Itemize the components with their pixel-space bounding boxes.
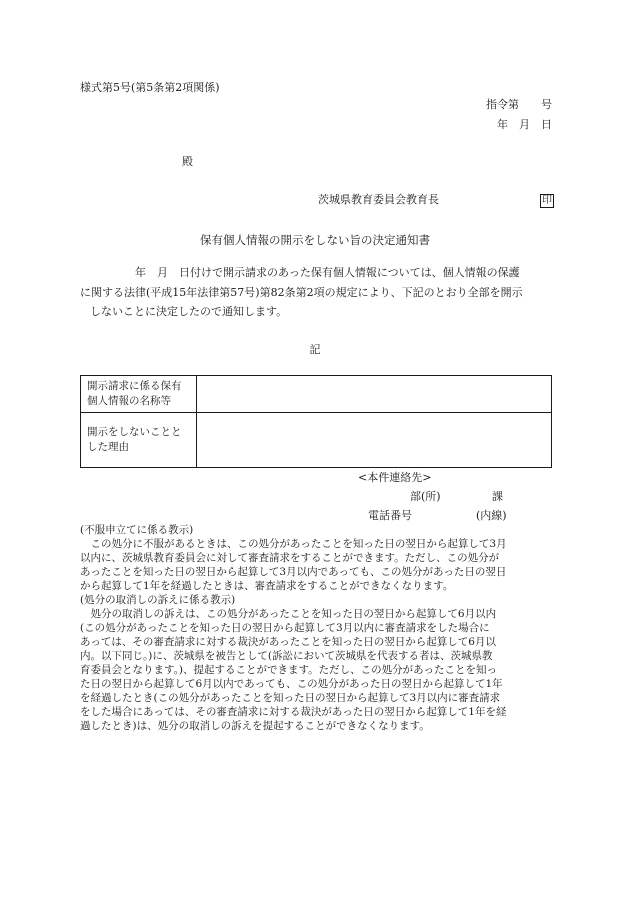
label-line: した理由 [87, 441, 129, 453]
label-line: 開示をしないことと [87, 426, 182, 438]
body-line-1: 年 月 日付けで開示請求のあった保有個人情報については、個人情報の保護 [135, 266, 520, 279]
addressee-suffix: 殿 [182, 155, 193, 168]
contact-department: 部(所) [410, 490, 441, 503]
notice-line: た日の翌日から起算して6月以内であっても、この処分があった日の翌日から起算して1年 [80, 678, 503, 690]
notice-appeal-heading: (不服申立てに係る教示) [80, 524, 194, 536]
ki-heading: 記 [309, 343, 321, 356]
issue-date: 年 月 日 [497, 118, 552, 131]
body-line-3: しないことに決定したので通知します。 [90, 305, 288, 318]
table-row [81, 376, 552, 413]
row-value-name [197, 376, 552, 413]
contact-heading: <本件連絡先> [358, 471, 432, 484]
label-line: 個人情報の名称等 [87, 395, 171, 407]
notice-line: あったことを知った日の翌日から起算して3月以内であっても、この処分があった日の翌日 [80, 566, 507, 578]
table-row [81, 413, 552, 468]
info-table [80, 375, 552, 468]
body-line-2: に関する法律(平成15年法律第57号)第82条第2項の規定により、下記のとおり全部を開示 [80, 286, 523, 299]
notice-line: をした場合にあっては、その審査請求に対する裁決があった日の翌日から起算して1年を経 [80, 706, 507, 718]
notice-line: を経過したとき(この処分があったことを知った日の翌日から起算して3月以内に審査請求 [80, 692, 501, 704]
notice-line: (この処分があったことを知った日の翌日から起算して3月以内に審査請求をした場合に [80, 622, 490, 634]
seal-mark: 印 [542, 195, 552, 206]
notice-line: から起算して1年を経過したときは、審査請求をすることができなくなります。 [80, 580, 454, 592]
notice-line: 内。以下同じ。)に、茨城県を被告として(訴訟において茨城県を代表する者は、茨城県教 [80, 650, 493, 662]
notice-line: 過したとき)は、処分の取消しの訴えを提起することができなくなります。 [80, 720, 430, 732]
directive-number: 指令第 号 [486, 98, 552, 111]
label-line: 開示請求に係る保有 [87, 380, 182, 392]
notice-line: 以内に、茨城県教育委員会に対して審査請求をすることができます。ただし、この処分が [80, 552, 500, 564]
issuer-name: 茨城県教育委員会教育長 [318, 193, 439, 206]
row-label-reason [81, 413, 197, 468]
notice-lawsuit-heading: (処分の取消しの訴えに係る教示) [80, 594, 236, 606]
notice-line: この処分に不服があるときは、この処分があったことを知った日の翌日から起算して3月 [80, 538, 507, 550]
contact-section: 課 [492, 490, 503, 503]
contact-extension: (内線) [476, 509, 507, 522]
contact-phone-label: 電話番号 [368, 509, 412, 522]
notice-line: 処分の取消しの訴えは、この処分があったことを知った日の翌日から起算して6月以内 [80, 608, 497, 620]
notice-line: あっては、その審査請求に対する裁決があったことを知った日の翌日から起算して6月以 [80, 636, 496, 648]
row-value-reason [197, 413, 552, 468]
notice-line: 育委員会となります。)、提起することができます。ただし、この処分があったことを知っ [80, 664, 498, 676]
row-label-name [81, 376, 197, 413]
form-number: 様式第5号(第5条第2項関係) [80, 81, 220, 94]
document-title: 保有個人情報の開示をしない旨の決定通知書 [200, 233, 430, 247]
